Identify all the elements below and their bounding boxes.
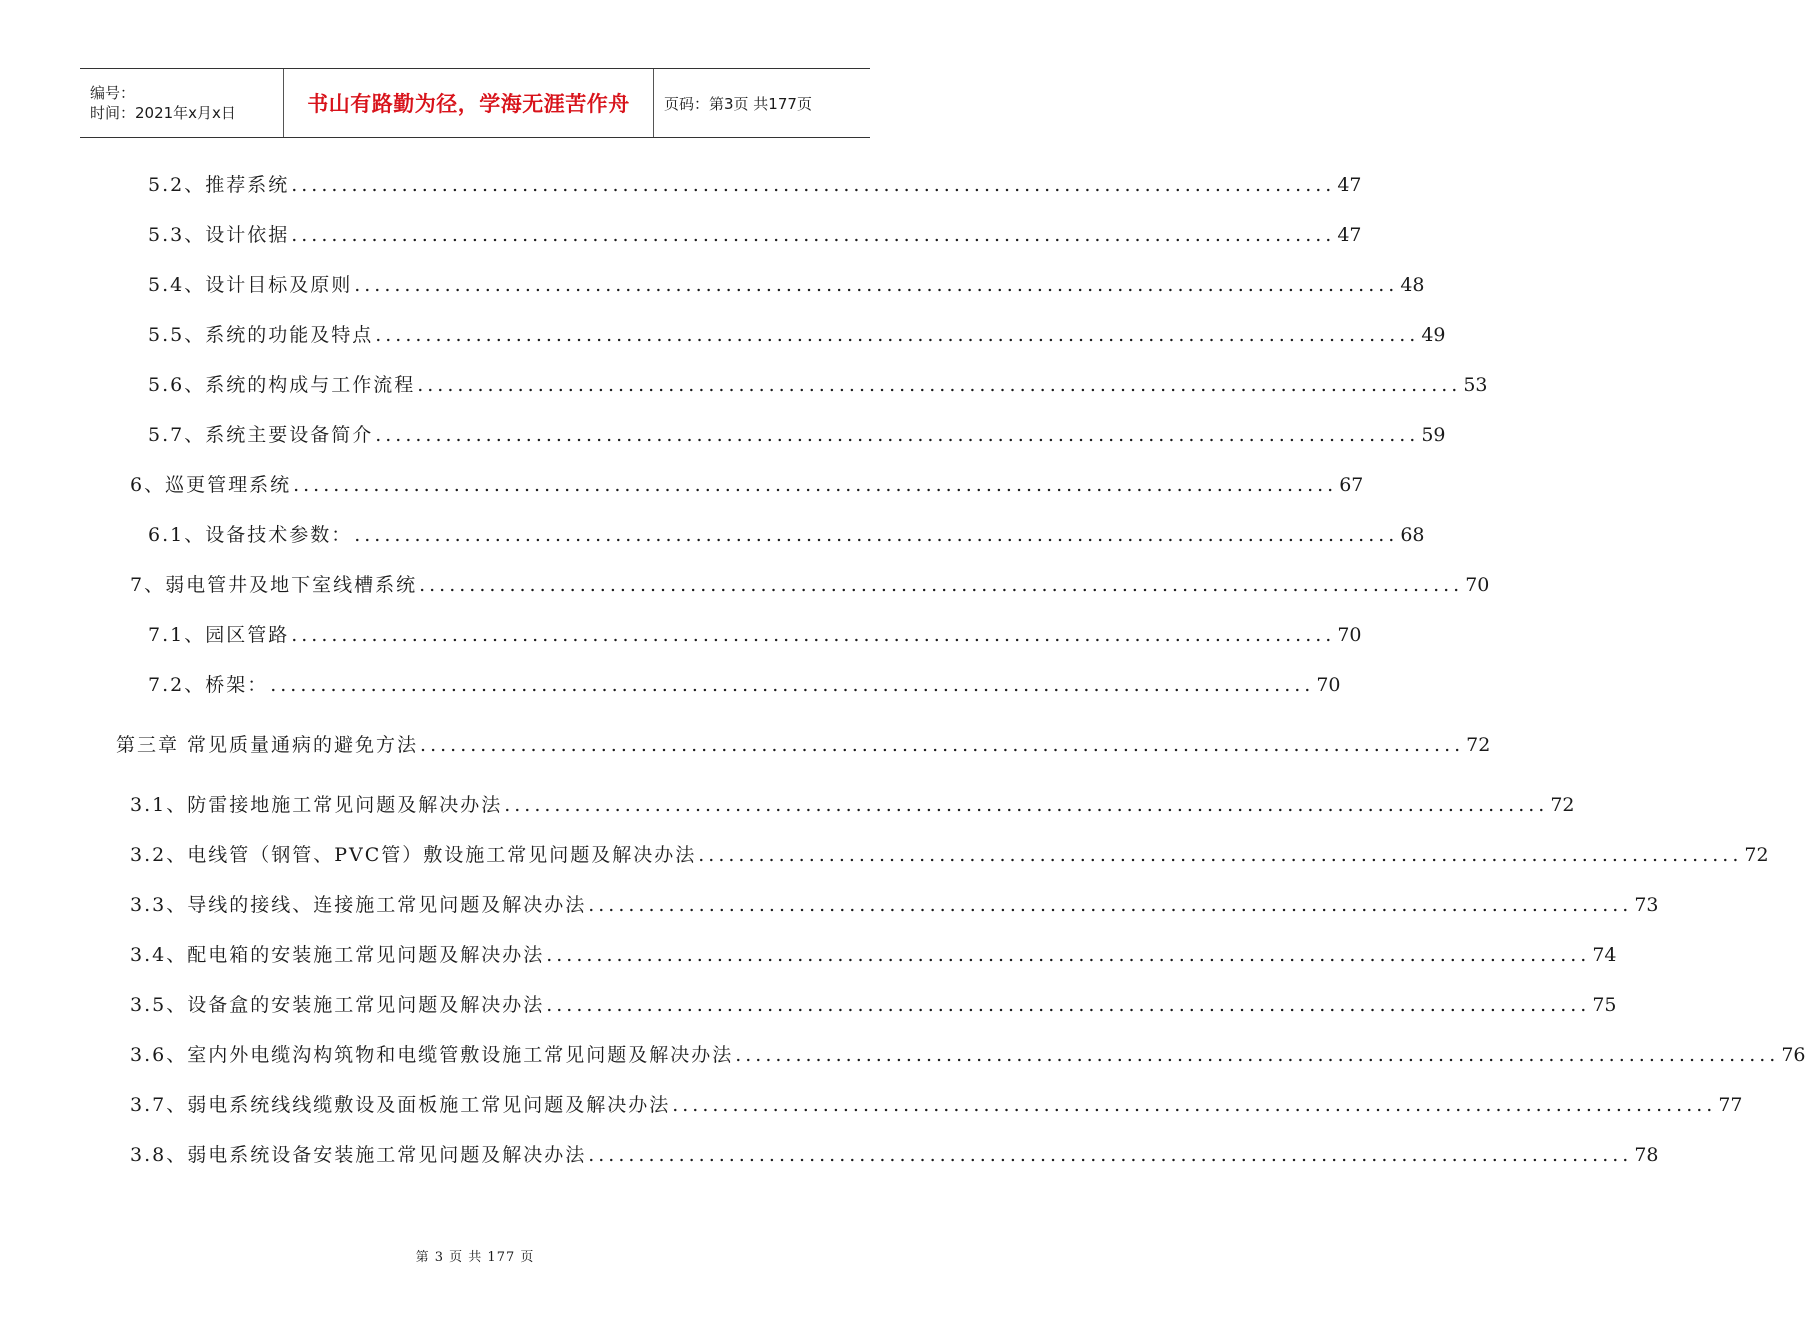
toc-leader-dots: ........................................................................................................ (419, 574, 1464, 596)
toc-entry-title: 3.4、配电箱的安装施工常见问题及解决办法 (130, 944, 545, 966)
header-motto: 书山有路勤为径，学海无涯苦作舟 (307, 92, 630, 116)
page-footer: 第 3 页 共 177 页 (415, 1250, 535, 1265)
toc-entry-page: 76 (1781, 1044, 1806, 1066)
toc-leader-dots: ........................................................................................................ (291, 224, 1336, 246)
toc-entry-page: 47 (1337, 224, 1362, 246)
toc-entry-title: 7.1、园区管路 (148, 624, 290, 646)
toc-entry-page: 75 (1592, 994, 1617, 1016)
toc-entry-page: 68 (1400, 524, 1425, 546)
toc-leader-dots: ........................................................................................................ (291, 624, 1336, 646)
toc-leader-dots: ........................................................................................................ (735, 1044, 1780, 1066)
toc-entry-title: 第三章 常见质量通病的避免方法 (116, 734, 419, 756)
toc-chapter-entry[interactable] (116, 730, 1491, 764)
toc-leader-dots: ........................................................................................................ (375, 324, 1420, 346)
toc-leader-dots: ........................................................................................................ (293, 474, 1338, 496)
toc-entry-title: 3.1、防雷接地施工常见问题及解决办法 (130, 794, 503, 816)
toc-entry-page: 78 (1634, 1144, 1659, 1166)
toc-entry-title: 5.5、系统的功能及特点 (148, 324, 374, 346)
toc-entry[interactable] (130, 840, 1769, 874)
toc-entry-page: 70 (1316, 674, 1341, 696)
toc-entry-page: 47 (1337, 174, 1362, 196)
toc-leader-dots: ........................................................................................................ (417, 374, 1462, 396)
toc-entry[interactable] (130, 1040, 1806, 1074)
toc-leader-dots: ........................................................................................................ (354, 274, 1399, 296)
toc-entry[interactable] (130, 940, 1617, 974)
toc-leader-dots: ........................................................................................................ (546, 994, 1591, 1016)
header-page-cell (654, 69, 870, 137)
toc-entry-page: 74 (1592, 944, 1617, 966)
toc-leader-dots: ........................................................................................................ (504, 794, 1549, 816)
toc-entry-page: 49 (1421, 324, 1446, 346)
toc-entry[interactable] (148, 420, 1446, 454)
toc-entry[interactable] (148, 320, 1446, 354)
toc-entry-page: 70 (1465, 574, 1490, 596)
toc-entry-title: 5.7、系统主要设备简介 (148, 424, 374, 446)
toc-leader-dots: ........................................................................................................ (354, 524, 1399, 546)
toc-leader-dots: ........................................................................................................ (588, 1144, 1633, 1166)
toc-entry-title: 3.2、电线管（钢管、PVC管）敷设施工常见问题及解决办法 (130, 844, 697, 866)
toc-entry[interactable] (148, 220, 1362, 254)
toc-entry[interactable] (148, 270, 1425, 304)
header-left-cell (80, 69, 284, 137)
toc-entry-page: 72 (1466, 734, 1491, 756)
toc-entry[interactable] (130, 790, 1575, 824)
toc-leader-dots: ........................................................................................................ (672, 1094, 1717, 1116)
toc-leader-dots: ........................................................................................................ (420, 734, 1465, 756)
toc-entry-title: 7.2、桥架： (148, 674, 269, 696)
toc-leader-dots: ........................................................................................................ (375, 424, 1420, 446)
toc-entry-page: 72 (1744, 844, 1769, 866)
toc-entry-page: 73 (1634, 894, 1659, 916)
toc-entry-title: 7、弱电管井及地下室线槽系统 (130, 574, 418, 596)
toc-entry-title: 5.4、设计目标及原则 (148, 274, 353, 296)
header-motto-cell (284, 69, 654, 137)
toc-entry-page: 70 (1337, 624, 1362, 646)
toc-leader-dots: ........................................................................................................ (546, 944, 1591, 966)
toc-leader-dots: ........................................................................................................ (270, 674, 1315, 696)
toc-entry-page: 59 (1421, 424, 1446, 446)
toc-entry-title: 3.5、设备盒的安装施工常见问题及解决办法 (130, 994, 545, 1016)
header-page-label: 页码：第3页 共177页 (664, 94, 812, 113)
document-number-label: 编号： (90, 84, 136, 102)
toc-entry-title: 6、巡更管理系统 (130, 474, 292, 496)
toc-entry-page: 48 (1400, 274, 1425, 296)
toc-entry-title: 5.6、系统的构成与工作流程 (148, 374, 416, 396)
toc-leader-dots: ........................................................................................................ (291, 174, 1336, 196)
toc-entry[interactable] (148, 520, 1425, 554)
toc-entry[interactable] (130, 570, 1490, 604)
toc-entry[interactable] (130, 1140, 1659, 1174)
toc-entry[interactable] (130, 1090, 1743, 1124)
toc-entry-title: 5.3、设计依据 (148, 224, 290, 246)
toc-entry[interactable] (130, 990, 1617, 1024)
toc-entry[interactable] (148, 170, 1362, 204)
toc-entry[interactable] (130, 890, 1659, 924)
toc-entry[interactable] (148, 370, 1488, 404)
toc-entry-page: 53 (1463, 374, 1488, 396)
page-header (80, 68, 870, 138)
toc-leader-dots: ........................................................................................................ (698, 844, 1743, 866)
toc-entry-page: 67 (1339, 474, 1364, 496)
toc-leader-dots: ........................................................................................................ (588, 894, 1633, 916)
toc-entry-title: 6.1、设备技术参数： (148, 524, 353, 546)
document-time-label: 时间：2021年x月x日 (90, 104, 236, 122)
toc-entry[interactable] (148, 670, 1341, 704)
toc-entry[interactable] (148, 620, 1362, 654)
toc-entry-title: 3.6、室内外电缆沟构筑物和电缆管敷设施工常见问题及解决办法 (130, 1044, 734, 1066)
toc-entry-title: 3.7、弱电系统线线缆敷设及面板施工常见问题及解决办法 (130, 1094, 671, 1116)
toc-entry-title: 3.3、导线的接线、连接施工常见问题及解决办法 (130, 894, 587, 916)
toc-entry[interactable] (130, 470, 1364, 504)
toc-entry-page: 72 (1550, 794, 1575, 816)
toc-entry-title: 5.2、推荐系统 (148, 174, 290, 196)
toc-entry-page: 77 (1718, 1094, 1743, 1116)
toc-entry-title: 3.8、弱电系统设备安装施工常见问题及解决办法 (130, 1144, 587, 1166)
